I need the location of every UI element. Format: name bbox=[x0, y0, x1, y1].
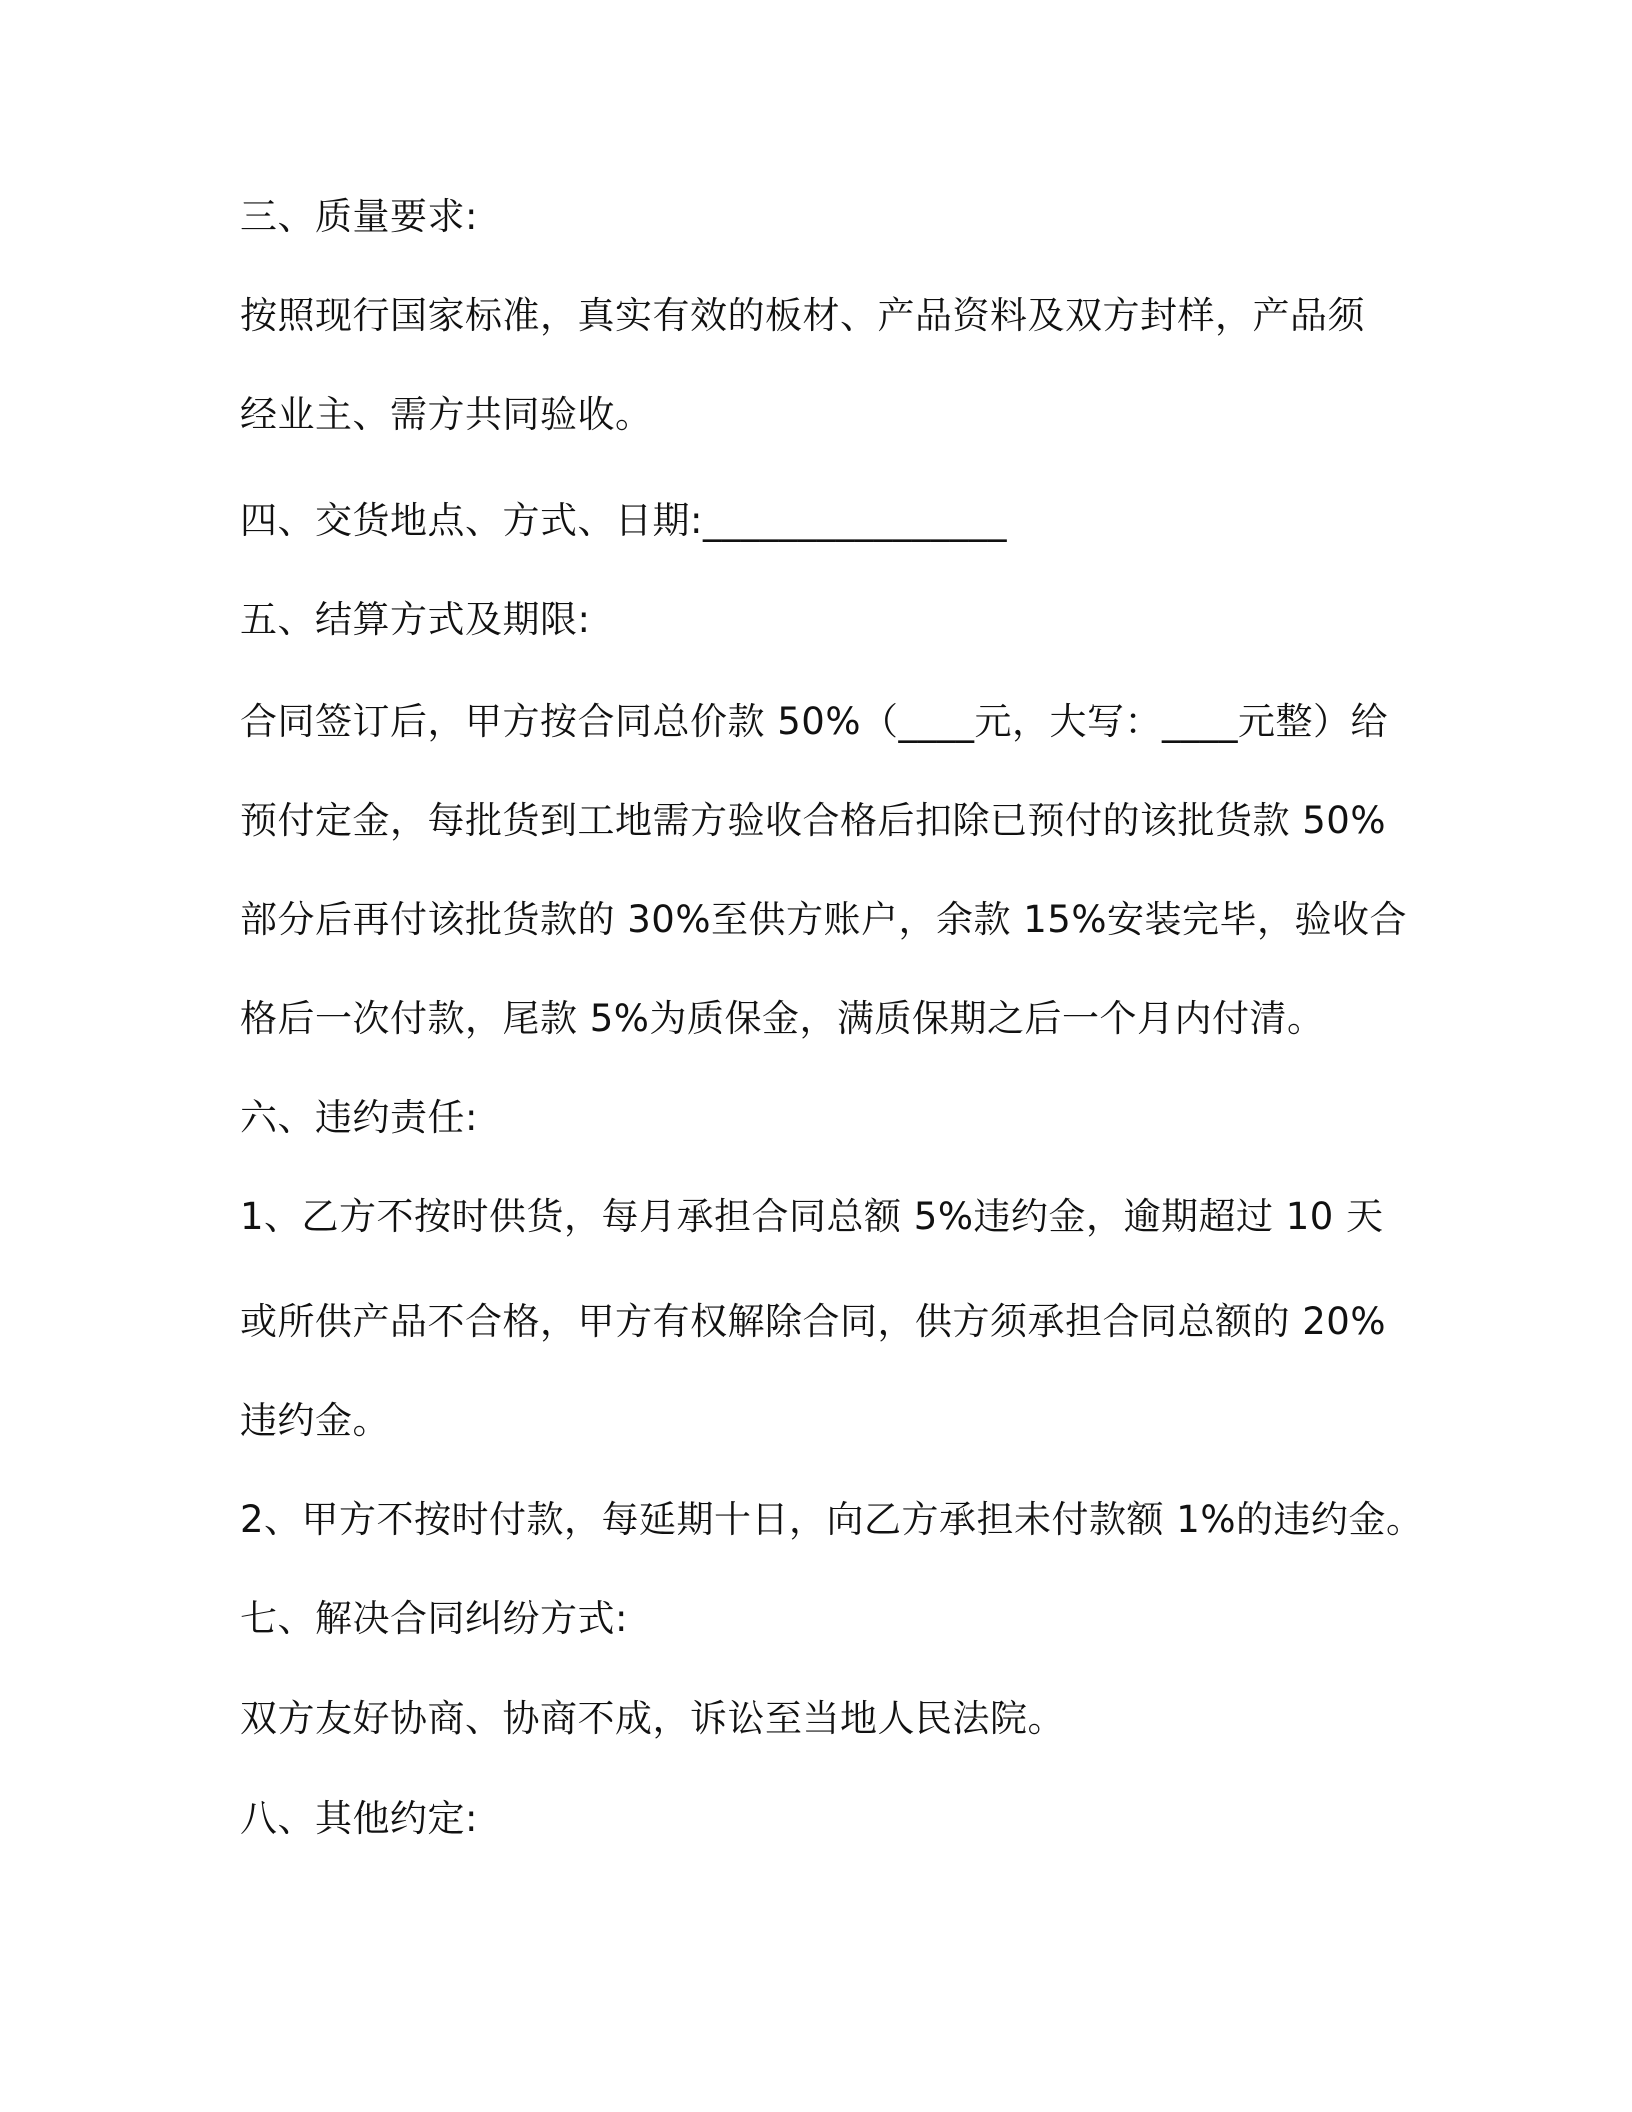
clause-6-1-line-1: 1、乙方不按时供货，每月承担合同总额 5%违约金，逾期超过 10 天 bbox=[240, 1195, 1384, 1238]
clause-6-2: 2、甲方不按时付款，每延期十日，向乙方承担未付款额 1%的违约金。 bbox=[240, 1498, 1424, 1541]
section-5-text-line-3: 部分后再付该批货款的 30%至供方账户，余款 15%安装完毕，验收合 bbox=[240, 898, 1407, 941]
clause-6-1-line-2: 或所供产品不合格，甲方有权解除合同，供方须承担合同总额的 20% bbox=[240, 1300, 1386, 1343]
section-3-heading: 三、质量要求: bbox=[240, 195, 478, 238]
section-8-heading: 八、其他约定: bbox=[240, 1797, 478, 1840]
section-5-text-line-2: 预付定金，每批货到工地需方验收合格后扣除已预付的该批货款 50% bbox=[240, 799, 1386, 842]
section-7-heading: 七、解决合同纠纷方式: bbox=[240, 1597, 628, 1640]
section-5-text-line-4: 格后一次付款，尾款 5%为质保金，满质保期之后一个月内付清。 bbox=[240, 997, 1325, 1040]
section-7-text: 双方友好协商、协商不成，诉讼至当地人民法院。 bbox=[240, 1697, 1065, 1740]
section-5-text-line-1: 合同签订后，甲方按合同总价款 50%（____元，大写：____元整）给 bbox=[240, 700, 1388, 743]
section-3-text-line-1: 按照现行国家标准，真实有效的板材、产品资料及双方封样，产品须 bbox=[240, 294, 1365, 337]
section-4-heading: 四、交货地点、方式、日期:________________ bbox=[240, 499, 1007, 542]
section-3-text-line-2: 经业主、需方共同验收。 bbox=[240, 393, 653, 436]
section-5-heading: 五、结算方式及期限: bbox=[240, 598, 591, 641]
clause-6-1-line-3: 违约金。 bbox=[240, 1399, 390, 1442]
section-6-heading: 六、违约责任: bbox=[240, 1096, 478, 1139]
